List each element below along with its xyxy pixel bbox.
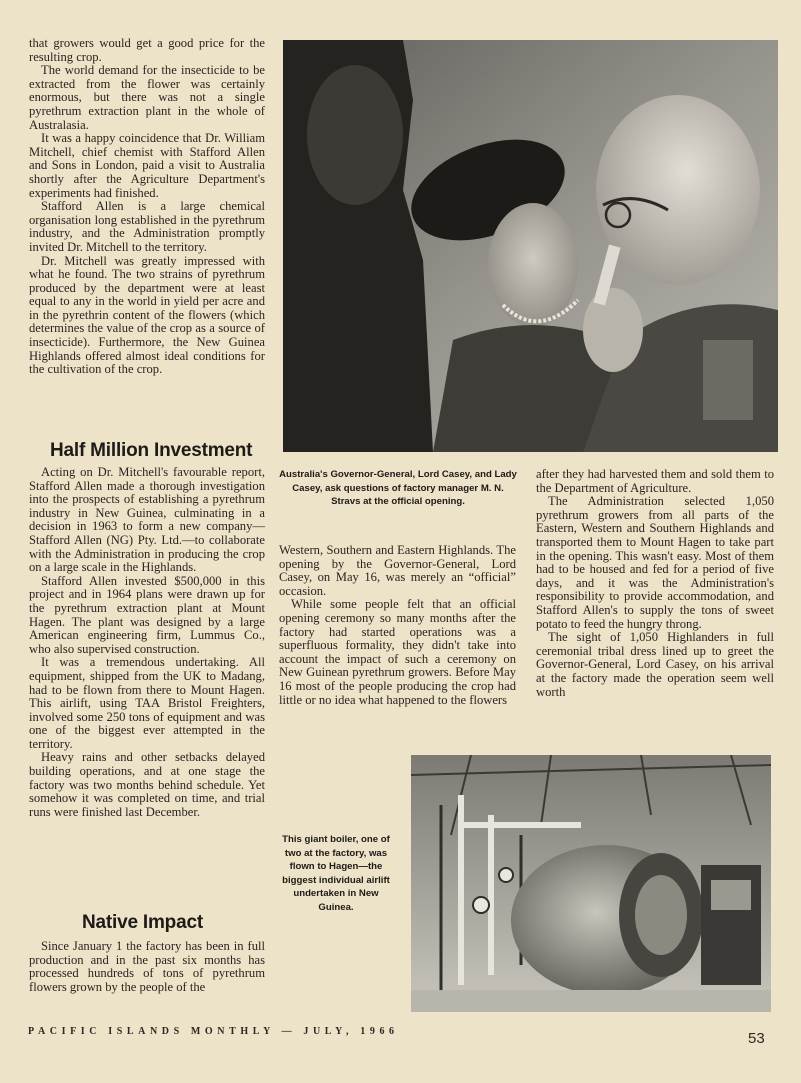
column-1-top — [29, 37, 265, 377]
photo-governor-general-visit — [283, 40, 778, 452]
caption-governor-general: Australia's Governor-General, Lord Casey, and Lady Casey, ask questions of factory manager M. N. Stravs at the official opening. — [279, 469, 517, 508]
paragraph: The sight of 1,050 Highlanders in full ceremonial tribal dress lined up to greet the Governor-General, Lord Casey, on his arrival at the factory made the operation seem well worth — [536, 630, 774, 699]
photo-boiler — [411, 755, 771, 1012]
photo-image — [283, 40, 778, 452]
photo-image — [411, 755, 771, 1012]
column-2 — [279, 544, 516, 707]
paragraph: The Administration selected 1,050 pyrethrum growers from all parts of the Eastern, Western and Southern Highlands and transported them to Mount Hagen to take part in the opening. This wasn't easy. Most of them had to be housed and fed for a period of five days, and it was the Administration's responsibility to provide accommodation, and Stafford Allen's to supply the tons of sweet potato to feed the hungry throng. — [536, 494, 774, 631]
paragraph: Since January 1 the factory has been in full production and in the past six months has processed hundreds of tons of pyrethrum flowers grown by the people of the — [29, 939, 265, 994]
paragraph: after they had harvested them and sold them to the Department of Agriculture. — [536, 467, 774, 495]
paragraph: The world demand for the insecticide to be extracted from the flower was certainly enormous, but there was not a single pyrethrum extraction plant in the whole of Australasia. — [29, 63, 265, 132]
column-3 — [536, 468, 774, 699]
column-1-middle — [29, 466, 265, 819]
paragraph: that growers would get a good price for the resulting crop. — [29, 36, 265, 64]
column-1-bottom — [29, 940, 265, 994]
paragraph: While some people felt that an official opening ceremony so many months after the factory had started operations was a superfluous formality, they didn't take into account the impact of such a ceremony on New Guinean pyrethrum growers. Before May 16 most of the people producing the crop had little or no idea what happened to the flowers — [279, 597, 516, 707]
paragraph: Stafford Allen invested $500,000 in this project and in 1964 plans were drawn up for the pyrethrum extraction plant at Mount Hagen. The plant was designed by a large American engineering firm, Lummus Co., who also supervised construction. — [29, 573, 265, 656]
heading-native-impact: Native Impact — [82, 912, 203, 933]
footer-publication: PACIFIC ISLANDS MONTHLY — JULY, 1966 — [28, 1026, 399, 1037]
paragraph: Dr. Mitchell was greatly impressed with what he found. The two strains of pyrethrum produced by the department were at least equal to any in the world in yield per acre and in the pyrethrin content of the flowers (which determines the value of the crop as a source of insecticide). Furthermore, the New Guinea Highlands offered almost ideal conditions for the cultivation of the crop. — [29, 253, 265, 377]
caption-boiler: This giant boiler, one of two at the factory, was flown to Hagen—the biggest individual airlift undertaken in New Guinea. — [282, 834, 390, 913]
heading-half-million-investment: Half Million Investment — [50, 440, 253, 461]
page-number: 53 — [748, 1030, 765, 1047]
paragraph: Acting on Dr. Mitchell's favourable report, Stafford Allen made a thorough investigation into the prospects of establishing a pyrethrum industry in New Guinea, culminating in a decision in 1963 to form a new company—Stafford Allen (NG) Pty. Ltd.—to collaborate with the Administration in producing the crop on a large scale in the Highlands. — [29, 465, 265, 575]
paragraph: Stafford Allen is a large chemical organisation long established in the pyrethrum industry, and the Administration promptly invited Dr. Mitchell to the territory. — [29, 199, 265, 254]
paragraph: It was a happy coincidence that Dr. William Mitchell, chief chemist with Stafford Allen and Sons in London, paid a visit to Australia shortly after the Agriculture Department's experiments had finished. — [29, 131, 265, 200]
paragraph: It was a tremendous undertaking. All equipment, shipped from the UK to Madang, had to be flown from there to Mount Hagen. This airlift, using TAA Bristol Freighters, involved some 250 tons of equipment and was one of the biggest ever attempted in the territory. — [29, 655, 265, 751]
paragraph: Western, Southern and Eastern Highlands. The opening by the Governor-General, Lord Casey, on May 16, was merely an “official” occasion. — [279, 543, 516, 598]
paragraph: Heavy rains and other setbacks delayed building operations, and at one stage the factory was two months behind schedule. Yet somehow it was completed on time, and trial runs were finished last December. — [29, 750, 265, 819]
